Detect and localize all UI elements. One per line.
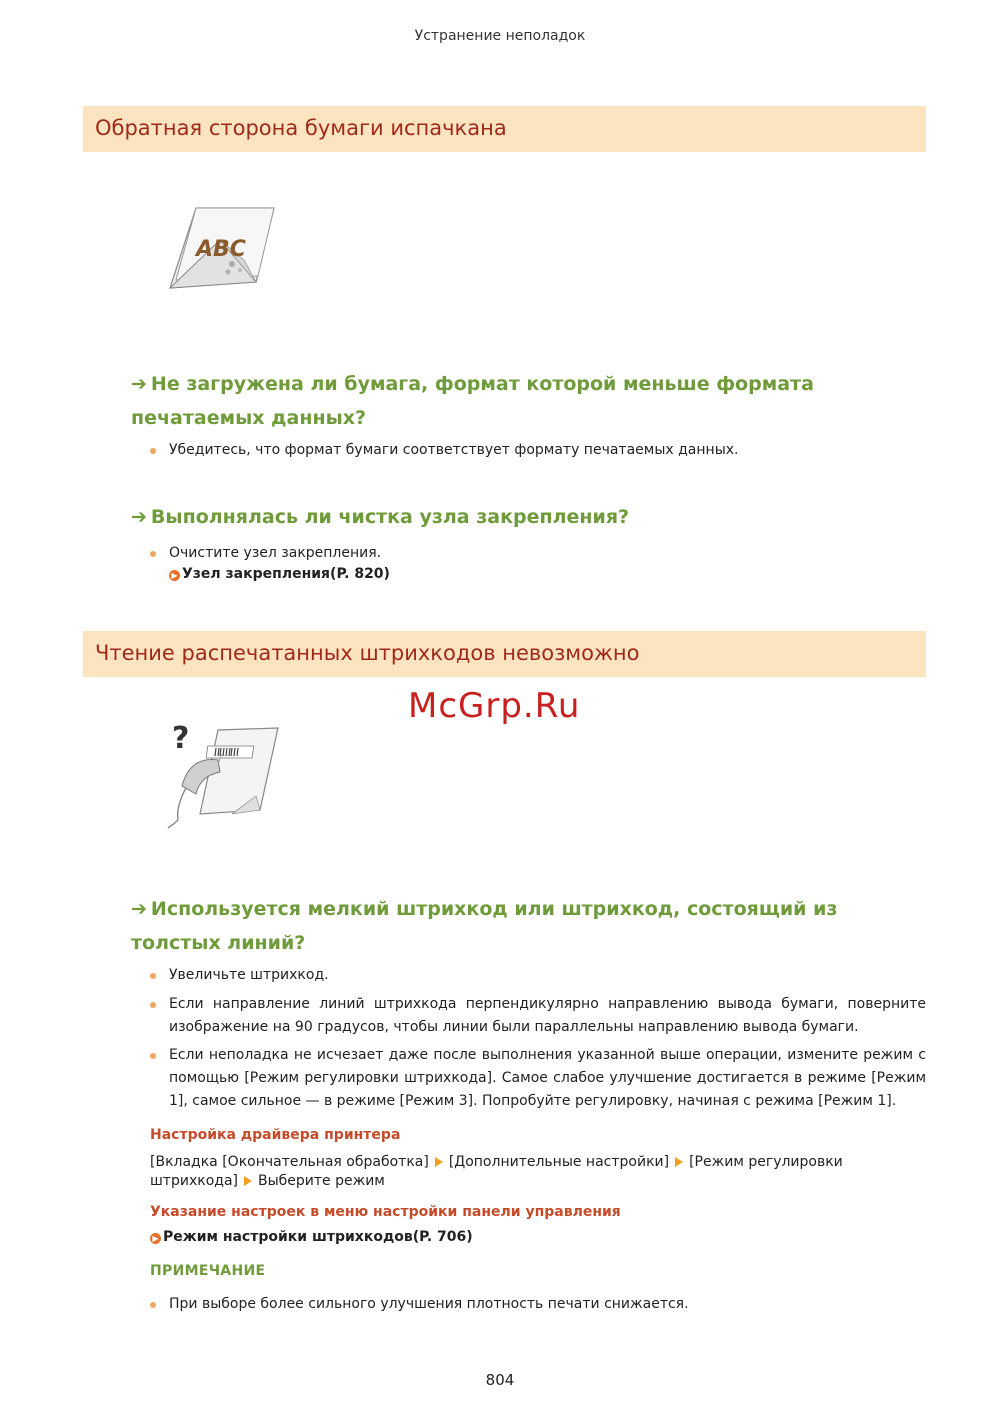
bullet-icon [150, 1002, 156, 1008]
link-barcode-mode[interactable]: ▶ Режим настройки штрихкодов(P. 706) [150, 1229, 473, 1245]
driver-settings-heading: Настройка драйвера принтера [150, 1127, 401, 1143]
barcode-scanner-illustration [160, 716, 286, 832]
list-item: Очистите узел закрепления. [150, 542, 926, 565]
running-header: Устранение неполадок [414, 28, 586, 44]
link-arrow-icon: ▶ [150, 1233, 161, 1244]
list-item: Увеличьте штрихкод. [150, 964, 926, 987]
section-header-barcode-unreadable [83, 631, 926, 677]
note-label: ПРИМЕЧАНИЕ [150, 1263, 266, 1279]
link-arrow-icon: ▶ [169, 570, 180, 581]
step-arrow-icon [435, 1157, 443, 1167]
section-header-back-side-dirty [83, 106, 926, 152]
list-item: Если направление линий штрихкода перпендикулярно направлению вывода бумаги, поверните изображение на 90 градусов, чтобы линии были параллельны направлению вывода бумаги. [150, 993, 926, 1039]
bullet-icon [150, 973, 156, 979]
question-text: Выполнялась ли чистка узла закрепления? [150, 506, 630, 528]
watermark: McGrp.Ru [408, 686, 581, 726]
list-item: Если неполадка не исчезает даже после выполнения указанной выше операции, измените режим с помощью [Режим регулировки штрихкода]. Самое слабое улучшение достигается в режиме [Режим 1], самое сильное — в режиме [Режим 3]. Попробуйте регулировку, начиная с режима [Режим 1]. [150, 1044, 926, 1113]
list-item: При выборе более сильного улучшения плотность печати снижается. [150, 1293, 926, 1316]
bullet-icon [150, 1302, 156, 1308]
section-title: Обратная сторона бумаги испачкана [95, 116, 507, 140]
step-arrow-icon [244, 1176, 252, 1186]
link-fuser-unit[interactable]: ▶ Узел закрепления(P. 820) [169, 566, 390, 582]
page-number: 804 [485, 1371, 515, 1389]
arrow-right-icon: ➔ [131, 898, 147, 920]
question-barcode-size [131, 892, 921, 960]
arrow-right-icon: ➔ [131, 373, 147, 395]
bullet-icon [150, 448, 156, 454]
question-paper-size [131, 367, 921, 435]
question-mark-symbol: ? [172, 721, 190, 756]
bullet-icon [150, 1053, 156, 1059]
question-fuser-cleaning [131, 500, 921, 534]
arrow-right-icon: ➔ [131, 506, 147, 528]
barcode-icon [215, 748, 238, 756]
section-title: Чтение распечатанных штрихкодов невозможно [95, 641, 640, 665]
question-text: Используется мелкий штрихкод или штрихкод, состоящий из толстых линий? [131, 898, 838, 954]
step-arrow-icon [675, 1157, 683, 1167]
bullet-icon [150, 551, 156, 557]
question-text: Не загружена ли бумага, формат которой меньше формата печатаемых данных? [131, 373, 814, 429]
dirty-paper-illustration [160, 200, 284, 296]
panel-settings-heading: Указание настроек в меню настройки панели управления [150, 1204, 621, 1220]
illustration-text: ABC [196, 237, 246, 262]
list-item: Убедитесь, что формат бумаги соответствует формату печатаемых данных. [150, 439, 926, 462]
driver-settings-path: [Вкладка [Окончательная обработка] [Дополнительные настройки] [Режим регулировки штрихкода] Выберите режим [150, 1154, 843, 1189]
